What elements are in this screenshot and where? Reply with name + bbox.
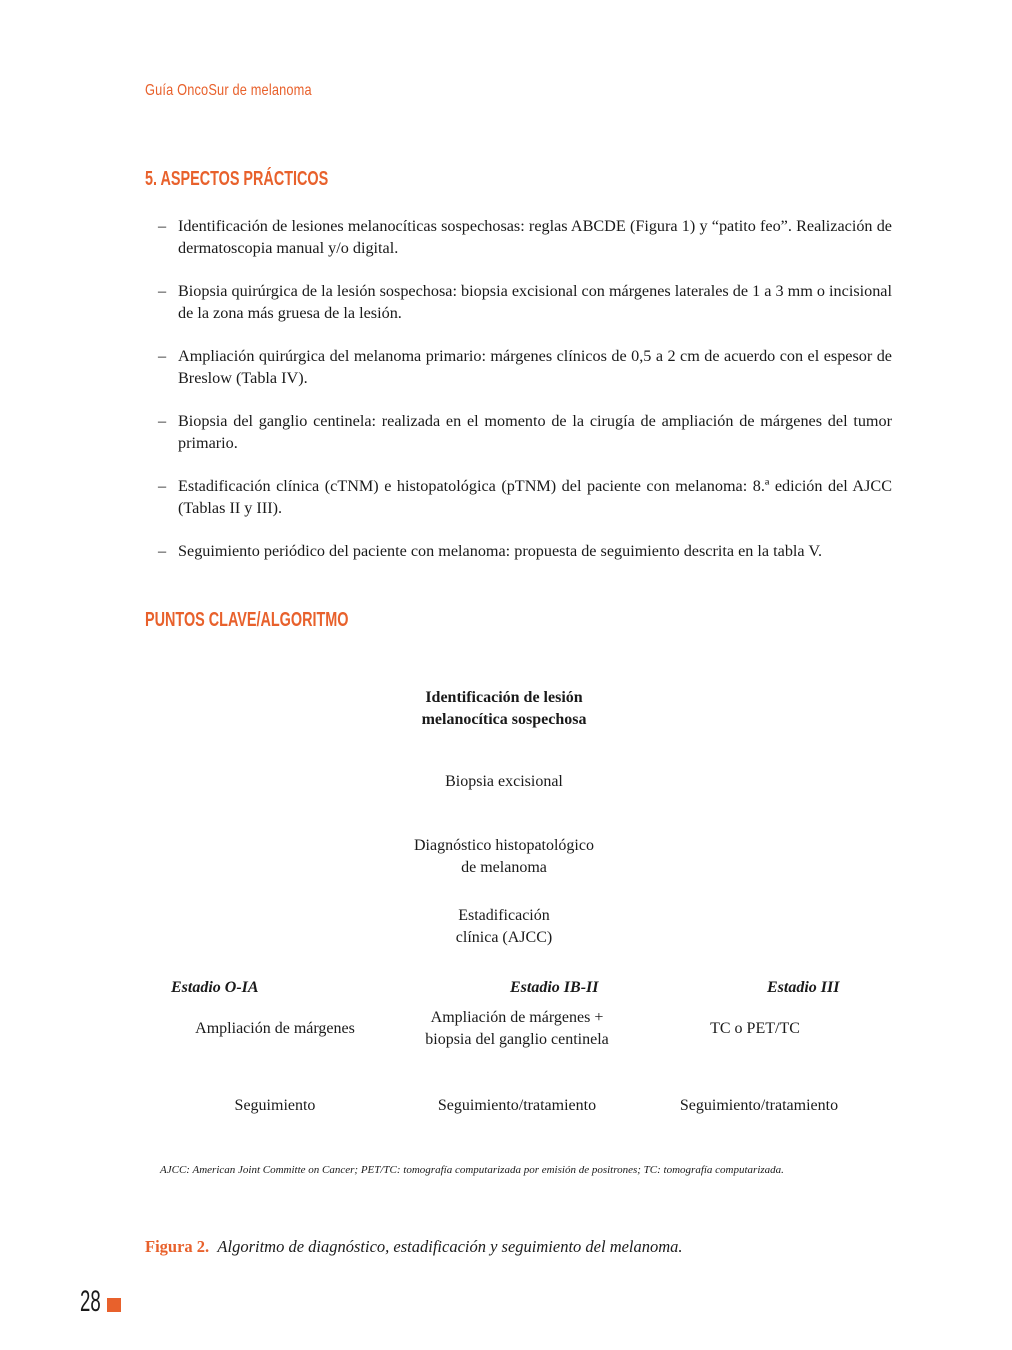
flow-node-line: Estadificación — [458, 907, 550, 924]
figure-caption-label: Figura 2. — [145, 1237, 210, 1256]
list-item — [158, 215, 892, 259]
list-item-text: Seguimiento periódico del paciente con melanoma: propuesta de seguimiento descrita en la tabla V. — [178, 542, 823, 560]
flow-node-line: Ampliación de márgenes + — [430, 1009, 604, 1026]
flow-node-identification — [404, 687, 604, 731]
list-item-text: Identificación de lesiones melanocíticas sospechosas: reglas ABCDE (Figura 1) y “patito feo”. Realización de dermatoscopia manual y/o digital. — [178, 217, 892, 257]
stage-label-iii: Estadio III — [767, 979, 840, 996]
flow-node-line: de melanoma — [461, 859, 547, 876]
flow-node-action-ib-ii — [396, 1007, 638, 1051]
flow-node-line: Identificación de lesión — [425, 689, 583, 706]
flow-node-followup-0-ia: Seguimiento — [234, 1097, 316, 1114]
bullet-dash: – — [158, 282, 167, 300]
list-item — [158, 410, 892, 454]
bullet-dash: – — [158, 542, 167, 560]
flow-node-line: clínica (AJCC) — [455, 929, 553, 946]
list-item — [158, 475, 892, 519]
flow-node-line: Diagnóstico histopatológico — [414, 837, 594, 854]
flow-node-line: biopsia del ganglio centinela — [425, 1031, 609, 1048]
list-item — [158, 540, 892, 562]
page-marker-square — [107, 1298, 121, 1312]
keypoints-title: PUNTOS CLAVE/ALGORITMO — [145, 609, 349, 631]
figure-caption-text: Algoritmo de diagnóstico, estadificación y seguimiento del melanoma. — [217, 1237, 683, 1256]
page-number: 28 — [80, 1285, 101, 1318]
flow-node-action-0-ia: Ampliación de márgenes — [195, 1020, 355, 1037]
list-item — [158, 345, 892, 389]
flow-node-followup-iii: Seguimiento/tratamiento — [679, 1097, 839, 1114]
list-item-text: Estadificación clínica (cTNM) e histopatológica (pTNM) del paciente con melanoma: 8.ª edición del AJCC (Tablas II y III). — [178, 477, 892, 517]
section-title: 5. ASPECTOS PRÁCTICOS — [145, 168, 329, 190]
abbreviations-note: AJCC: American Joint Committe on Cancer; PET/TC: tomografía computarizada por emisión de positrones; TC: tomografía computarizada. — [160, 1164, 784, 1176]
list-item — [158, 280, 892, 324]
running-head: Guía OncoSur de melanoma — [145, 82, 312, 99]
bullet-dash: – — [158, 217, 167, 235]
stage-label-ib-ii: Estadio IB-II — [510, 979, 599, 996]
practical-aspects-list — [158, 215, 892, 583]
bullet-dash: – — [158, 477, 167, 495]
flow-node-followup-ib-ii: Seguimiento/tratamiento — [437, 1097, 597, 1114]
flow-node-biopsy: Biopsia excisional — [445, 773, 563, 790]
list-item-text: Biopsia quirúrgica de la lesión sospechosa: biopsia excisional con márgenes laterales de 1 a 3 mm o incisional de la zona más gruesa de la lesión. — [178, 282, 892, 322]
list-item-text: Biopsia del ganglio centinela: realizada en el momento de la cirugía de ampliación de márgenes del tumor primario. — [178, 412, 892, 452]
figure-caption — [145, 1237, 683, 1257]
flow-node-staging — [404, 905, 604, 949]
flow-node-line: melanocítica sospechosa — [421, 711, 587, 728]
flow-node-action-iii: TC o PET/TC — [710, 1020, 800, 1037]
list-item-text: Ampliación quirúrgica del melanoma primario: márgenes clínicos de 0,5 a 2 cm de acuerdo con el espesor de Breslow (Tabla IV). — [178, 347, 892, 387]
stage-label-0-ia: Estadio O-IA — [171, 979, 259, 996]
flow-node-diagnosis — [384, 835, 624, 879]
bullet-dash: – — [158, 347, 167, 365]
bullet-dash: – — [158, 412, 167, 430]
